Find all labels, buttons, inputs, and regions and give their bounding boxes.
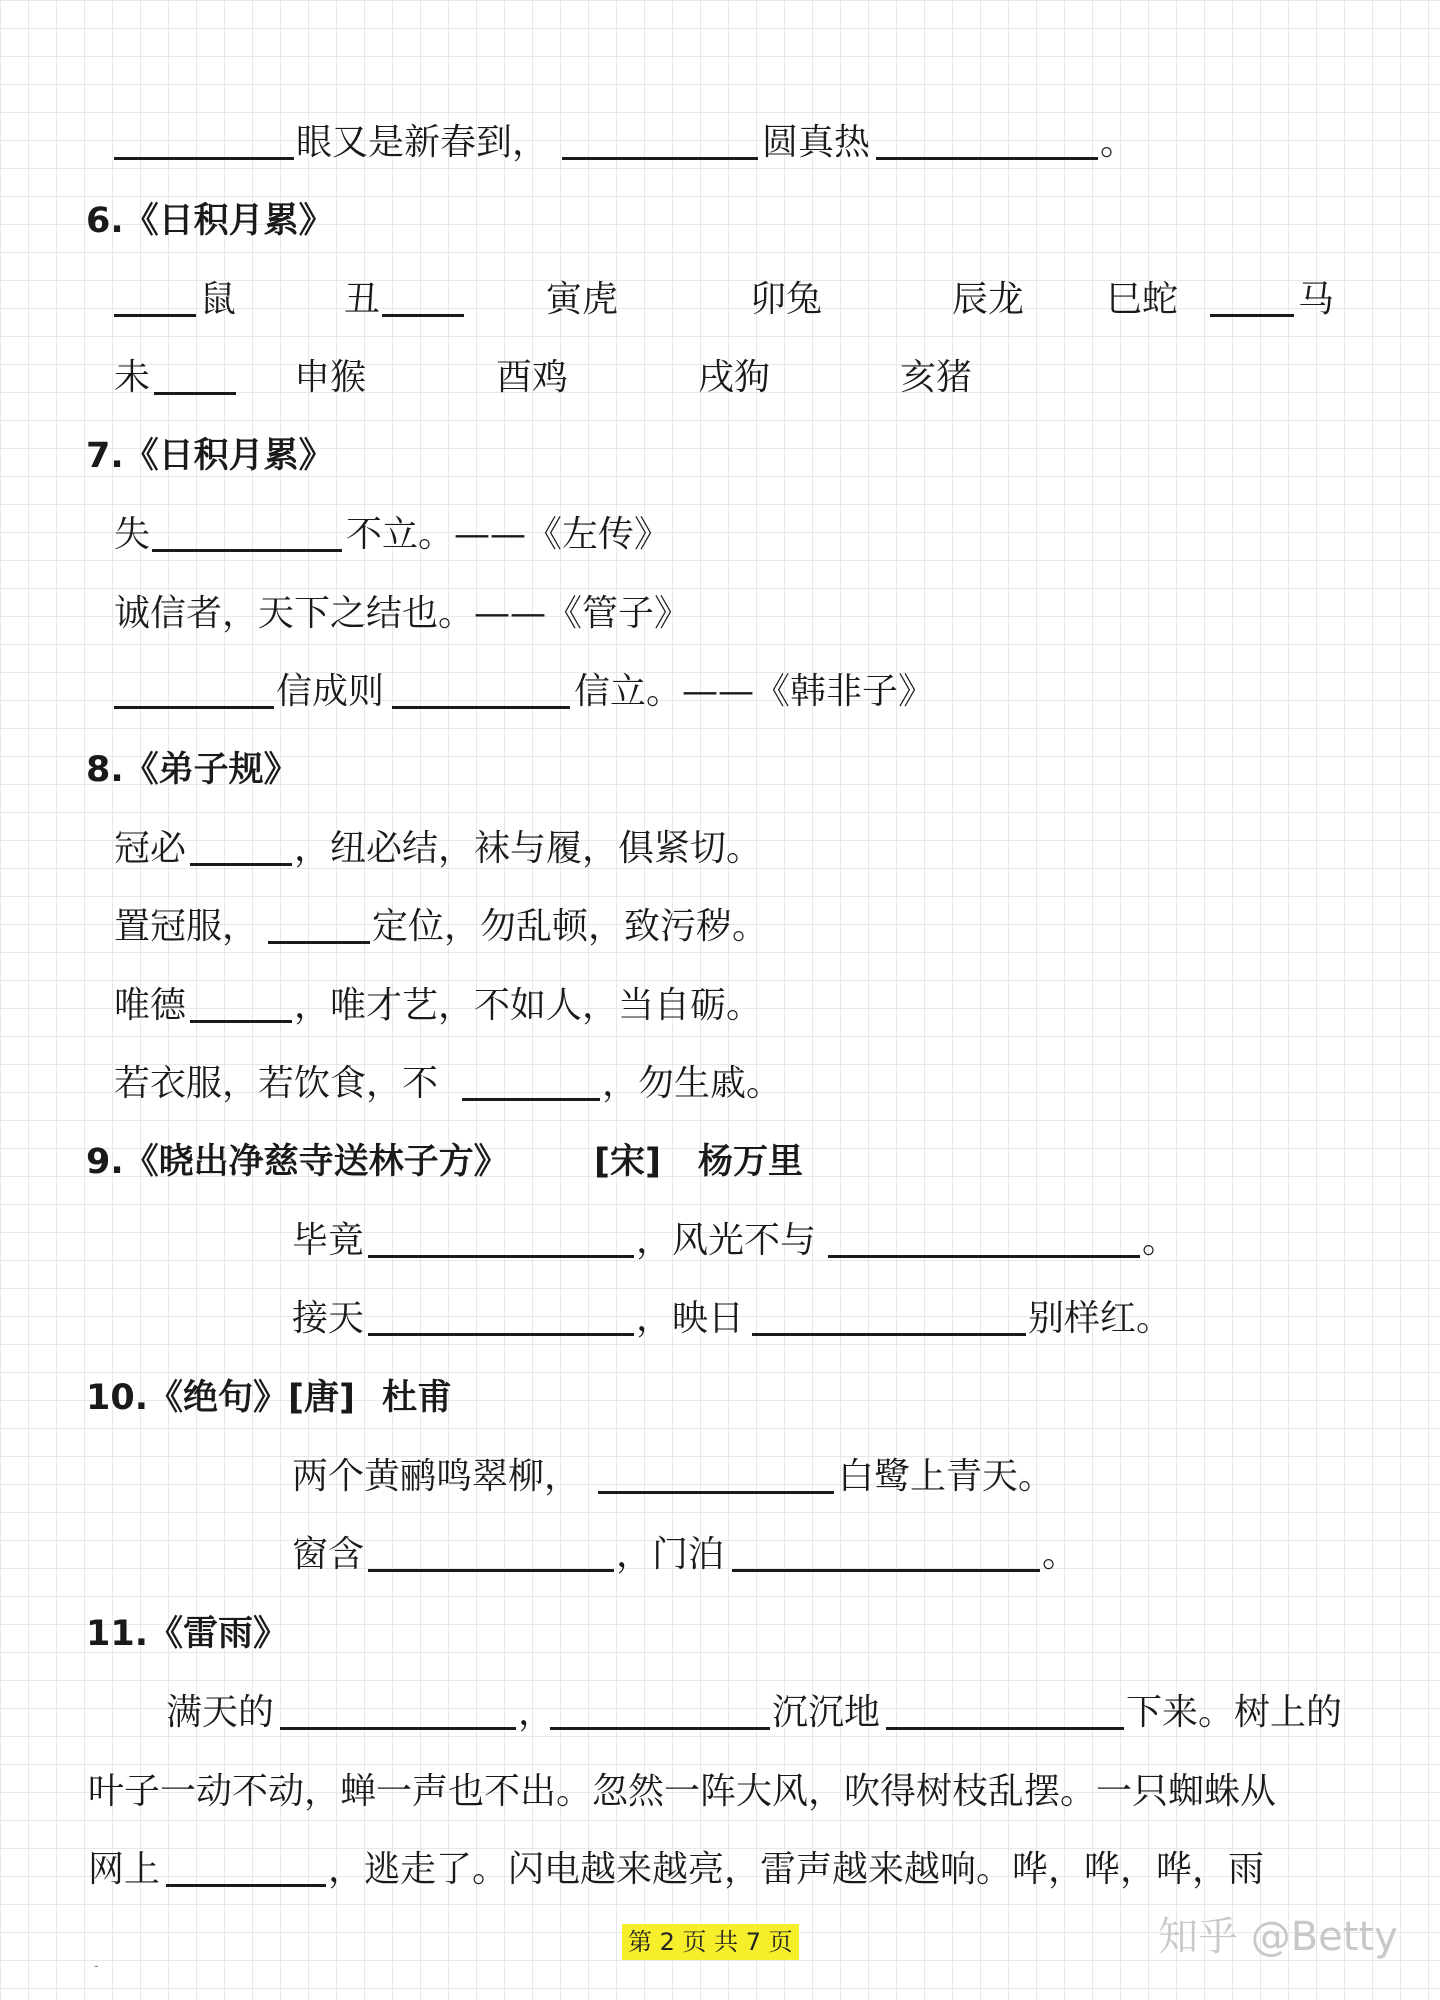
fill-blank[interactable] <box>114 113 294 160</box>
text: 叶子一动不动，蝉一声也不出。忽然一阵大风，吹得树枝乱摆。一只蜘蛛从 <box>88 1771 1277 1812</box>
fill-blank[interactable] <box>280 1683 516 1730</box>
zodiac-item: 酉鸡 <box>496 357 569 398</box>
zodiac-item: 申猴 <box>294 357 367 398</box>
text: 沉沉地 <box>772 1692 881 1733</box>
fill-blank[interactable] <box>876 113 1098 160</box>
text: 定位，勿乱顿，致污秽。 <box>372 906 769 947</box>
fill-blank[interactable] <box>382 270 464 317</box>
text: 。 <box>1100 122 1137 163</box>
text: 冠必 <box>114 828 187 869</box>
fill-blank[interactable] <box>752 1289 1026 1336</box>
fill-blank[interactable] <box>732 1525 1040 1572</box>
text: 信成则 <box>276 671 385 712</box>
text: 接天 <box>292 1298 365 1339</box>
text: 。 <box>1042 1534 1079 1575</box>
text: 窗含 <box>292 1534 365 1575</box>
text: ，唯才艺，不如人，当自砺。 <box>294 985 763 1026</box>
text: 置冠服， <box>114 906 259 947</box>
fill-blank[interactable] <box>1210 270 1294 317</box>
text: 两个黄鹂鸣翠柳， <box>292 1456 581 1497</box>
zodiac-item: 卯兔 <box>750 279 823 320</box>
fill-blank[interactable] <box>154 348 236 395</box>
dynasty-label: [宋] <box>594 1142 661 1182</box>
zodiac-item: 未 <box>114 357 151 398</box>
text: ，风光不与 <box>636 1220 817 1261</box>
zodiac-item: 马 <box>1298 279 1335 320</box>
text: 信立。——《韩非子》 <box>574 671 935 712</box>
footer-mark: - <box>94 1958 99 1974</box>
fill-blank[interactable] <box>462 1054 600 1101</box>
fill-blank[interactable] <box>598 1447 834 1494</box>
zodiac-item: 鼠 <box>200 279 237 320</box>
fill-blank[interactable] <box>190 976 292 1023</box>
text: 下来。树上的 <box>1126 1692 1343 1733</box>
text: 毕竟 <box>292 1220 365 1261</box>
watermark: 知乎 @Betty <box>1158 1914 1398 1960</box>
fill-blank[interactable] <box>152 505 342 552</box>
fill-blank[interactable] <box>392 662 570 709</box>
text: ，纽必结，袜与履，俱紧切。 <box>294 828 763 869</box>
fill-blank[interactable] <box>368 1525 614 1572</box>
text: 满天的 <box>166 1692 275 1733</box>
fill-blank[interactable] <box>550 1683 770 1730</box>
text: ，映日 <box>636 1298 745 1339</box>
text: 唯德 <box>114 985 187 1026</box>
zodiac-item: 亥猪 <box>900 357 973 398</box>
text: ，门泊 <box>616 1534 725 1575</box>
fill-blank[interactable] <box>190 819 292 866</box>
text: ，勿生戚。 <box>602 1063 783 1104</box>
fill-blank[interactable] <box>886 1683 1124 1730</box>
text: 不立。——《左传》 <box>346 514 671 555</box>
text: 诚信者，天下之结也。——《管子》 <box>114 593 691 634</box>
text: 圆真热 <box>762 122 871 163</box>
text: ， <box>518 1692 555 1733</box>
zodiac-item: 巳蛇 <box>1106 279 1179 320</box>
author-name: 杜甫 <box>382 1378 453 1418</box>
zodiac-item: 戌狗 <box>698 357 771 398</box>
page-indicator: 第 2 页 共 7 页 <box>622 1924 799 1960</box>
text: ，逃走了。闪电越来越亮，雷声越来越响。哗，哗，哗，雨 <box>328 1849 1265 1890</box>
author-name: 杨万里 <box>698 1142 804 1182</box>
text: 。 <box>1142 1220 1179 1261</box>
fill-blank[interactable] <box>114 662 274 709</box>
zodiac-item: 寅虎 <box>546 279 619 320</box>
fill-blank[interactable] <box>114 270 196 317</box>
fill-blank[interactable] <box>166 1840 326 1887</box>
fill-blank[interactable] <box>368 1211 634 1258</box>
text: 失 <box>114 514 151 555</box>
fill-blank[interactable] <box>268 897 370 944</box>
zodiac-item: 丑 <box>344 279 381 320</box>
fill-blank[interactable] <box>562 113 758 160</box>
text: 白鹭上青天。 <box>838 1456 1055 1497</box>
text: 网上 <box>88 1849 161 1890</box>
zodiac-item: 辰龙 <box>952 279 1025 320</box>
fill-blank[interactable] <box>368 1289 634 1336</box>
text: 别样红。 <box>1028 1298 1173 1339</box>
text: 眼又是新春到， <box>296 122 549 163</box>
text: 若衣服，若饮食，不 <box>114 1063 439 1104</box>
fill-blank[interactable] <box>828 1211 1140 1258</box>
